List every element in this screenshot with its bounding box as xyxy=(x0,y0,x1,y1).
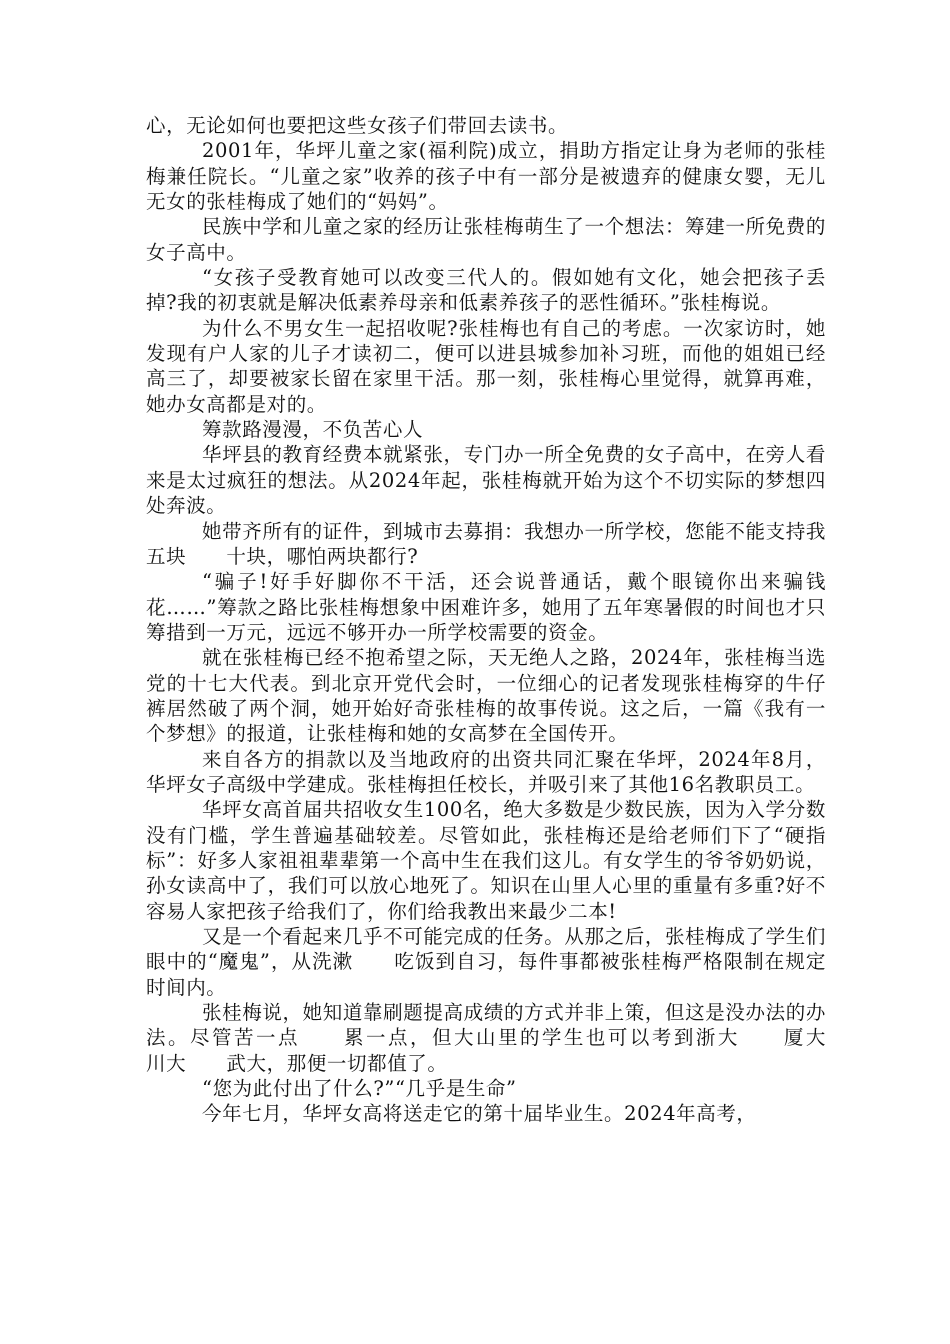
paragraph: “骗子!好手好脚你不干活，还会说普通话，戴个眼镜你出来骗钱花……”筹款之路比张桂梅想象中困难许多，她用了五年寒暑假的时间也才只筹措到一万元，远远不够开办一所学校需要的资金。 xyxy=(146,570,826,644)
paragraph: 就在张桂梅已经不抱希望之际，天无绝人之路，2024年，张桂梅当选党的十七大代表。到北京开党代会时，一位细心的记者发现张桂梅穿的牛仔裤居然破了两个洞，她开始好奇张桂梅的故事传说。这之后，一篇《我有一个梦想》的报道，让张桂梅和她的女高梦在全国传开。 xyxy=(146,646,826,746)
paragraph: 来自各方的捐款以及当地政府的出资共同汇聚在华坪，2024年8月，华坪女子高级中学建成。张桂梅担任校长，并吸引来了其他16名教职员工。 xyxy=(146,747,826,796)
paragraph: 她带齐所有的证件，到城市去募捐：我想办一所学校，您能不能支持我五块 十块，哪怕两块都行? xyxy=(146,519,826,568)
paragraph: 今年七月，华坪女高将送走它的第十届毕业生。2024年高考， xyxy=(202,1102,757,1126)
paragraph: 筹款路漫漫，不负苦心人 xyxy=(202,418,424,442)
paragraph: “您为此付出了什么?”“几乎是生命” xyxy=(202,1077,517,1101)
paragraph: 民族中学和儿童之家的经历让张桂梅萌生了一个想法：筹建一所免费的女子高中。 xyxy=(146,215,826,264)
paragraph: 华坪女高首届共招收女生100名，绝大多数是少数民族，因为入学分数没有门槛，学生普遍基础较差。尽管如此，张桂梅还是给老师们下了“硬指标”：好多人家祖祖辈辈第一个高中生在我们这儿。有女学生的爷爷奶奶说，孙女读高中了，我们可以放心地死了。知识在山里人心里的重量有多重?好不容易人家把孩子给我们了，你们给我教出来最少二本! xyxy=(146,798,826,923)
paragraph: 又是一个看起来几乎不可能完成的任务。从那之后，张桂梅成了学生们眼中的“魔鬼”，从洗漱 吃饭到自习，每件事都被张桂梅严格限制在规定时间内。 xyxy=(146,925,826,999)
paragraph: “女孩子受教育她可以改变三代人的。假如她有文化，她会把孩子丢掉?我的初衷就是解决低素养母亲和低素养孩子的恶性循环。”张桂梅说。 xyxy=(146,266,826,315)
paragraph: 华坪县的教育经费本就紧张，专门办一所全免费的女子高中，在旁人看来是太过疯狂的想法。从2024年起，张桂梅就开始为这个不切实际的梦想四处奔波。 xyxy=(146,443,826,518)
paragraph: 2001年，华坪儿童之家(福利院)成立，捐助方指定让身为老师的张桂梅兼任院长。“儿童之家”收养的孩子中有一部分是被遗弃的健康女婴，无儿无女的张桂梅成了她们的“妈妈”。 xyxy=(146,139,826,214)
paragraph: 张桂梅说，她知道靠刷题提高成绩的方式并非上策，但这是没办法的办法。尽管苦一点 累一点，但大山里的学生也可以考到浙大 厦大 川大 武大，那便一切都值了。 xyxy=(146,1001,867,1075)
paragraph: 为什么不男女生一起招收呢?张桂梅也有自己的考虑。一次家访时，她发现有户人家的儿子才读初二，便可以进县城参加补习班，而他的姐姐已经高三了，却要被家长留在家里干活。那一刻，张桂梅心里觉得，就算再难，她办女高都是对的。 xyxy=(146,316,826,416)
body-text xyxy=(146,113,867,1127)
paragraph: 心，无论如何也要把这些女孩子们带回去读书。 xyxy=(146,114,569,137)
